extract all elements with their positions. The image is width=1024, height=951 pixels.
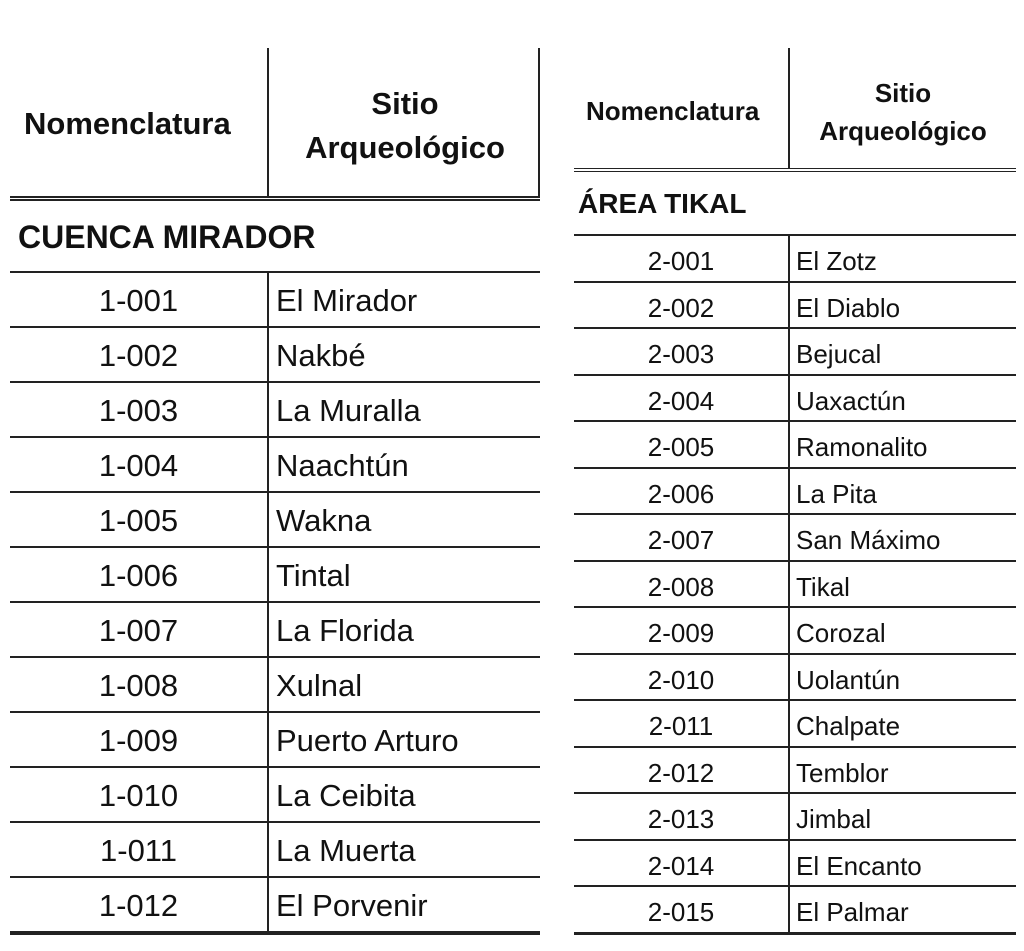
- table-row: [574, 655, 1016, 702]
- sitio-cell: El Encanto: [796, 850, 922, 881]
- table-right-border: [538, 48, 540, 196]
- sitio-cell: El Mirador: [276, 283, 418, 318]
- table-row: [574, 515, 1016, 562]
- sitio-cell: El Porvenir: [276, 888, 428, 923]
- sitio-cell: Puerto Arturo: [276, 723, 459, 758]
- sitio-cell: La Ceibita: [276, 778, 416, 813]
- table-row: [574, 562, 1016, 609]
- header-sitio-line2: Arqueológico: [819, 116, 987, 146]
- column-divider: [267, 658, 269, 711]
- sitio-cell: Naachtún: [276, 448, 409, 483]
- header-sitio-line1: Sitio: [874, 78, 932, 108]
- column-divider: [788, 562, 790, 607]
- header-nomenclatura: Nomenclatura: [24, 106, 231, 141]
- column-divider: [267, 493, 269, 546]
- sitio-cell: El Zotz: [796, 246, 877, 276]
- table-row: [574, 376, 1016, 423]
- table-row: [574, 422, 1016, 469]
- table-row: [574, 887, 1016, 935]
- table-row: [10, 823, 540, 878]
- table-row: [574, 236, 1016, 283]
- column-divider: [788, 887, 790, 932]
- nomenclatura-cell: 2-010: [647, 664, 715, 695]
- nomenclatura-cell: 2-015: [647, 897, 715, 927]
- table-body: [574, 236, 1016, 935]
- column-divider: [267, 273, 269, 326]
- column-divider: [267, 548, 269, 601]
- table-row: [10, 713, 540, 768]
- cuenca-mirador-table: [10, 48, 540, 935]
- header-nomenclatura: Nomenclatura: [586, 96, 760, 126]
- table-row: [574, 841, 1016, 888]
- header-sitio-line2: Arqueológico: [305, 130, 505, 165]
- header-sitio-arqueologico: [272, 82, 538, 170]
- table-row: [10, 493, 540, 548]
- column-divider: [788, 329, 790, 374]
- nomenclatura-cell: 1-004: [98, 448, 179, 483]
- section-title: CUENCA MIRADOR: [18, 219, 316, 255]
- table-row: [574, 701, 1016, 748]
- nomenclatura-cell: 2-014: [647, 850, 715, 881]
- nomenclatura-cell: 2-003: [647, 339, 715, 369]
- column-divider: [788, 469, 790, 514]
- column-divider: [788, 515, 790, 560]
- column-divider: [788, 655, 790, 700]
- column-divider: [788, 841, 790, 886]
- table-row: [10, 273, 540, 328]
- column-divider: [788, 748, 790, 793]
- sitio-cell: Xulnal: [276, 668, 363, 703]
- table-row: [574, 794, 1016, 841]
- sitio-cell: El Palmar: [796, 897, 909, 927]
- column-divider: [267, 768, 269, 821]
- nomenclatura-cell: 1-010: [98, 778, 179, 813]
- nomenclatura-cell: 2-005: [647, 432, 715, 462]
- column-divider: [267, 48, 269, 196]
- sitio-cell: Temblor: [796, 757, 889, 788]
- nomenclatura-cell: 2-001: [647, 246, 715, 276]
- sitio-cell: Jimbal: [796, 804, 872, 834]
- column-divider: [788, 794, 790, 839]
- table-row: [10, 548, 540, 603]
- sitio-cell: Chalpate: [796, 711, 901, 741]
- sitio-cell: Tintal: [276, 558, 351, 593]
- sitio-cell: Bejucal: [796, 339, 882, 369]
- nomenclatura-cell: 2-006: [647, 478, 715, 509]
- table-row: [574, 748, 1016, 795]
- table-row: [10, 383, 540, 438]
- nomenclatura-cell: 1-012: [98, 888, 179, 923]
- nomenclatura-cell: 1-003: [98, 393, 179, 428]
- nomenclatura-cell: 1-002: [98, 338, 179, 373]
- sitio-cell: Wakna: [276, 503, 372, 538]
- section-heading: [574, 172, 1016, 236]
- column-divider: [788, 376, 790, 421]
- sitio-cell: Corozal: [796, 618, 886, 648]
- sitio-cell: La Florida: [276, 613, 414, 648]
- column-divider: [267, 438, 269, 491]
- table-row: [10, 603, 540, 658]
- table-row: [10, 768, 540, 823]
- nomenclatura-cell: 2-008: [647, 571, 715, 602]
- table-row: [10, 438, 540, 493]
- table-header: [574, 48, 1016, 172]
- column-divider: [788, 236, 790, 281]
- nomenclatura-cell: 2-004: [647, 385, 715, 416]
- header-sitio-line1: Sitio: [371, 86, 439, 121]
- column-divider: [788, 283, 790, 328]
- header-sitio-arqueologico: [790, 74, 1016, 150]
- sitio-cell: La Pita: [796, 478, 877, 509]
- sitio-cell: Ramonalito: [796, 432, 928, 462]
- column-divider: [267, 383, 269, 436]
- sitio-cell: Tikal: [796, 571, 850, 602]
- nomenclatura-cell: 1-007: [98, 613, 179, 648]
- nomenclatura-cell: 1-011: [100, 833, 177, 868]
- nomenclatura-cell: 2-011: [648, 711, 714, 741]
- nomenclatura-cell: 2-013: [647, 804, 715, 834]
- column-divider: [267, 713, 269, 766]
- column-divider: [788, 701, 790, 746]
- sitio-cell: La Muralla: [276, 393, 421, 428]
- sitio-cell: Nakbé: [276, 338, 366, 373]
- sitio-cell: El Diablo: [796, 292, 901, 323]
- nomenclatura-cell: 1-005: [98, 503, 179, 538]
- nomenclatura-cell: 1-001: [98, 283, 179, 318]
- table-row: [574, 608, 1016, 655]
- column-divider: [267, 878, 269, 931]
- table-row: [574, 283, 1016, 330]
- sitio-cell: Uolantún: [796, 664, 901, 695]
- nomenclatura-cell: 1-008: [98, 668, 179, 703]
- sitio-cell: Uaxactún: [796, 385, 906, 416]
- sitio-cell: La Muerta: [276, 833, 416, 868]
- column-divider: [267, 603, 269, 656]
- table-header: [10, 48, 540, 201]
- table-body: [10, 273, 540, 935]
- column-divider: [788, 422, 790, 467]
- table-row: [574, 469, 1016, 516]
- nomenclatura-cell: 1-006: [98, 558, 179, 593]
- column-divider: [788, 608, 790, 653]
- nomenclatura-cell: 2-012: [647, 757, 715, 788]
- table-row: [10, 328, 540, 383]
- table-row: [10, 658, 540, 713]
- section-title: ÁREA TIKAL: [578, 188, 747, 219]
- table-row: [10, 878, 540, 935]
- nomenclatura-cell: 1-009: [98, 723, 179, 758]
- table-row: [574, 329, 1016, 376]
- column-divider: [267, 328, 269, 381]
- area-tikal-table: [574, 48, 1016, 935]
- nomenclatura-cell: 2-002: [647, 292, 715, 323]
- sitio-cell: San Máximo: [796, 525, 941, 555]
- nomenclatura-cell: 2-007: [647, 525, 715, 555]
- nomenclatura-cell: 2-009: [647, 618, 715, 648]
- section-heading: [10, 201, 540, 273]
- column-divider: [267, 823, 269, 876]
